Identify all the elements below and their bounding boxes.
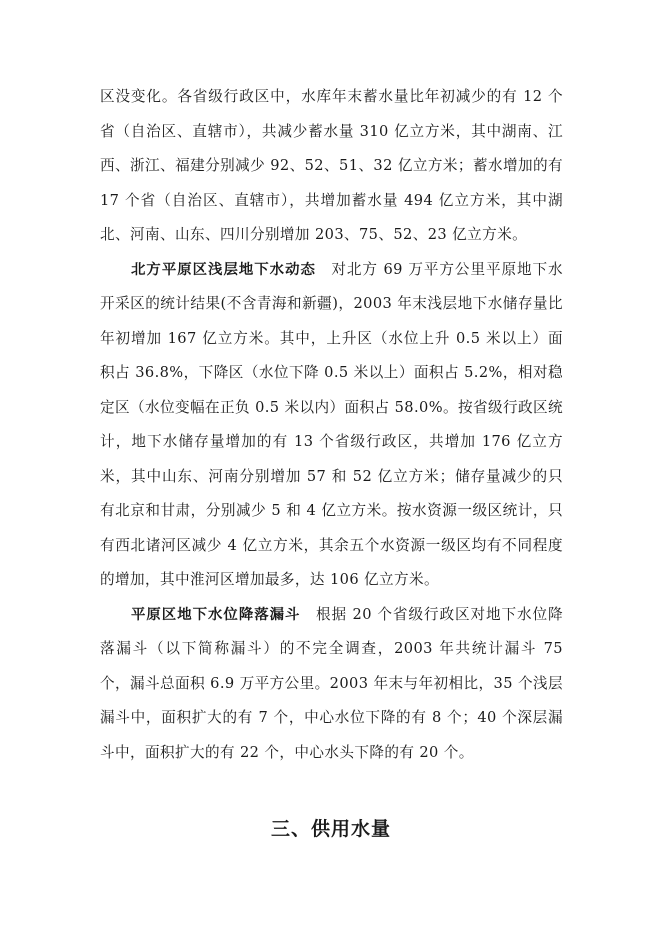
paragraph-text: 根据 20 个省级行政区对地下水位降落漏斗（以下简称漏斗）的不完全调查，2003 年共统计漏斗 75 个，漏斗总面积 6.9 万平方公里。2003 年末与年初相比，35 个浅层漏斗中，面积扩大的有 7 个，中心水位下降的有 8 个；40 个深层漏斗中，面积扩大的有 22 个，中心水头下降的有 20 个。 [100, 605, 563, 761]
paragraph-text: 对北方 69 万平方公里平原地下水开采区的统计结果(不含青海和新疆)，2003 年末浅层地下水储存量比年初增加 167 亿立方米。其中，上升区（水位上升 0.5 米以上）面积占 36.8%，下降区（水位下降 0.5 米以上）面积占 5.2%，相对稳定区（水位变幅在正负 0.5 米以内）面积占 58.0%。按省级行政区统计，地下水储存量增加的有 13 个省级行政区，共增加 176 亿立方米，其中山东、河南分别增加 57 和 52 亿立方米；储存量减少的只有北京和甘肃，分别减少 5 和 4 亿立方米。按水资源一级区统计，只有西北诸河区减少 4 亿立方米，其余五个水资源一级区均有不同程度的增加，其中淮河区增加最多，达 106 亿立方米。 [100, 260, 563, 588]
paragraph-reservoir-storage [100, 80, 563, 253]
paragraph-northern-groundwater [100, 253, 563, 598]
document-body [100, 80, 563, 770]
paragraph-heading: 北方平原区浅层地下水动态 [131, 261, 316, 278]
section-title: 三、供用水量 [270, 818, 391, 840]
paragraph-text: 区没变化。各省级行政区中，水库年末蓄水量比年初减少的有 12 个省（自治区、直辖市），共减少蓄水量 310 亿立方米，其中湖南、江西、浙江、福建分别减少 92、52、51、32 亿立方米；蓄水增加的有 17 个省（自治区、直辖市），共增加蓄水量 494 亿立方米，其中湖北、河南、山东、四川分别增加 203、75、52、23 亿立方米。 [100, 88, 563, 243]
paragraph-depression-cones [100, 598, 563, 771]
paragraph-heading: 平原区地下水位降落漏斗 [131, 606, 301, 623]
